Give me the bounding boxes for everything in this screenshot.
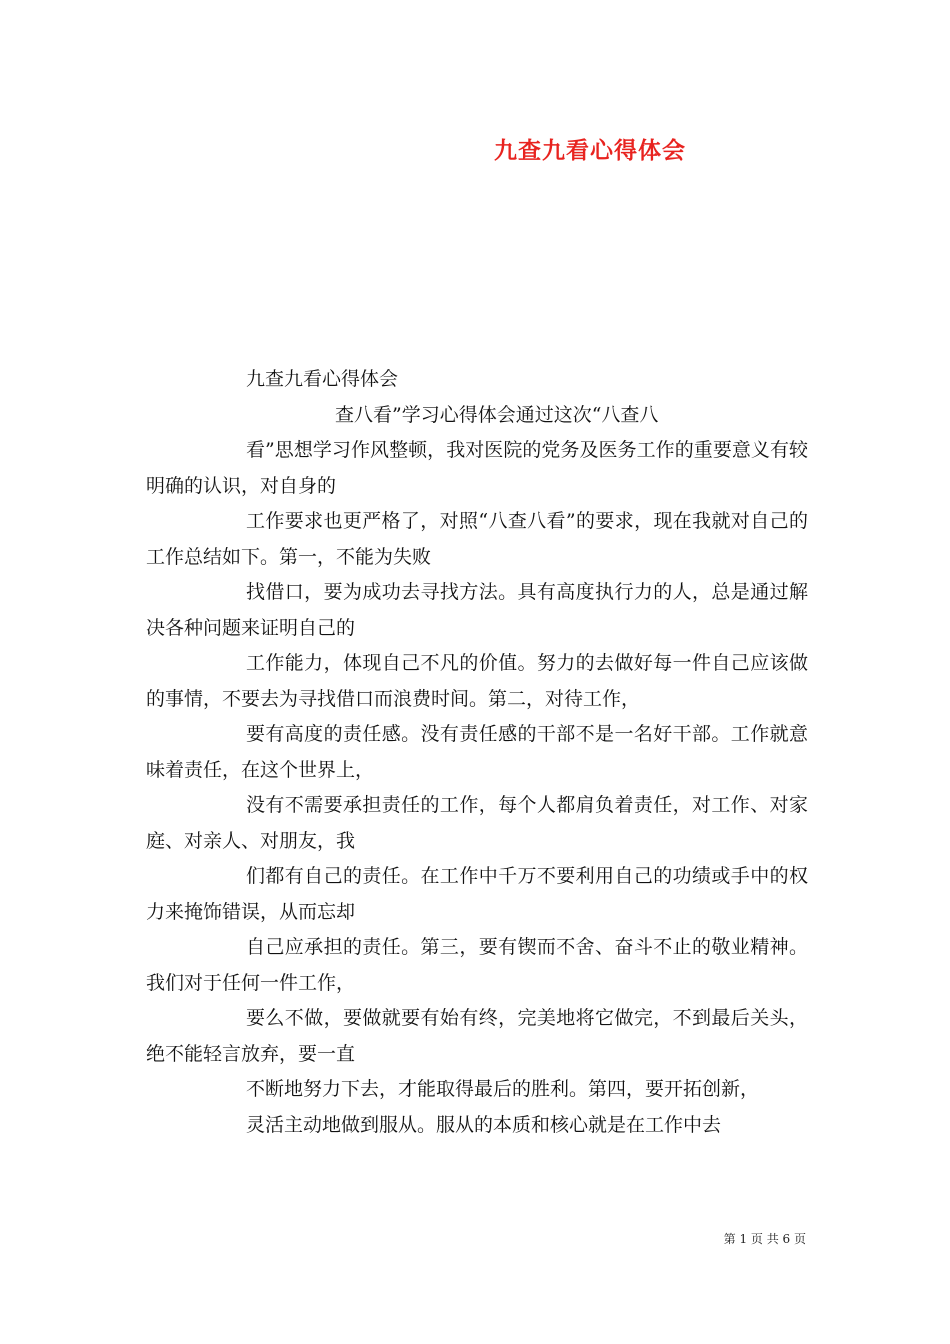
page-number-footer: 第 1 页 共 6 页	[723, 1232, 806, 1246]
paragraph-6: 工作能力，体现自己不凡的价值。努力的去做好每一件自己应该做的事情，不要去为寻找借口而浪费时间。第二，对待工作，	[146, 652, 808, 710]
paragraph-8: 没有不需要承担责任的工作，每个人都肩负着责任，对工作、对家庭、对亲人、对朋友，我	[146, 794, 808, 852]
paragraph-13: 灵活主动地做到服从。服从的本质和核心就是在工作中去	[246, 1113, 722, 1136]
paragraph-3: 看”思想学习作风整顿，我对医院的党务及医务工作的重要意义有较明确的认识，对自身的	[146, 439, 808, 497]
paragraph-11: 要么不做，要做就要有始有终，完美地将它做完，不到最后关头，绝不能轻言放弃，要一直	[146, 1007, 808, 1065]
paragraph-12: 不断地努力下去，才能取得最后的胜利。第四，要开拓创新，	[246, 1078, 760, 1100]
paragraph-2: 查八看”学习心得体会通过这次“八查八	[335, 403, 659, 426]
paragraph-7: 要有高度的责任感。没有责任感的干部不是一名好干部。工作就意味着责任，在这个世界上，	[146, 723, 808, 781]
paragraph-9: 们都有自己的责任。在工作中千万不要利用自己的功绩或手中的权力来掩饰错误，从而忘却	[146, 865, 808, 923]
document-title: 九查九看心得体会	[494, 137, 686, 164]
paragraph-5: 找借口，要为成功去寻找方法。具有高度执行力的人，总是通过解决各种问题来证明自己的	[146, 581, 808, 639]
paragraph-1: 九查九看心得体会	[246, 368, 399, 390]
paragraph-10: 自己应承担的责任。第三，要有锲而不舍、奋斗不止的敬业精神。我们对于任何一件工作，	[146, 936, 808, 994]
paragraph-4: 工作要求也更严格了，对照“八查八看”的要求，现在我就对自己的工作总结如下。第一，不能为失败	[146, 510, 808, 568]
document-body	[146, 362, 808, 1143]
